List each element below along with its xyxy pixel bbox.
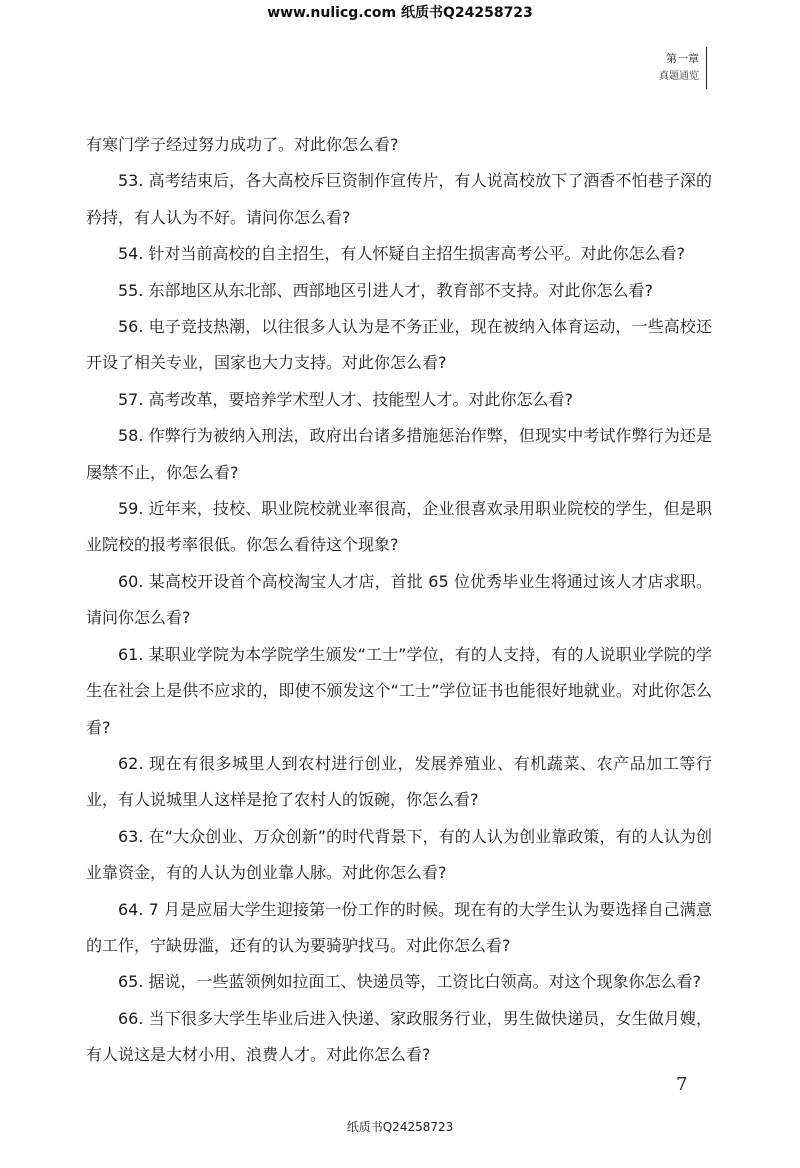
question-60: 60. 某高校开设首个高校淘宝人才店，首批 65 位优秀毕业生将通过该人才店求职。请问你怎么看? — [86, 571, 712, 628]
question-56: 56. 电子竞技热潮，以往很多人认为是不务正业，现在被纳入体育运动，一些高校还开设了相关专业，国家也大力支持。对此你怎么看? — [86, 317, 712, 373]
question-65: 65. 据说，一些蓝领例如拉面工、快递员等，工资比白领高。对这个现象你怎么看? — [118, 972, 702, 992]
question-54: 54. 针对当前高校的自主招生，有人怀疑自主招生损害高考公平。对此你怎么看? — [118, 244, 686, 264]
page-number: 7 — [676, 1074, 688, 1095]
question-62: 62. 现在有很多城里人到农村进行创业，发展养殖业、有机蔬菜、农产品加工等行业，有人说城里人这样是抢了农村人的饭碗，你怎么看? — [86, 753, 712, 810]
question-63: 63. 在“大众创业、万众创新”的时代背景下，有的人认为创业靠政策，有的人认为创业靠资金，有的人认为创业靠人脉。对此你怎么看? — [86, 826, 712, 883]
chapter-title: 第一章 — [666, 52, 699, 65]
question-58: 58. 作弊行为被纳入刑法，政府出台诸多措施惩治作弊，但现实中考试作弊行为还是屡禁不止，你怎么看? — [86, 426, 712, 482]
question-66: 66. 当下很多大学生毕业后进入快递、家政服务行业，男生做快递员，女生做月嫂，有人说这是大材小用、浪费人才。对此你怎么看? — [86, 1008, 712, 1065]
question-57: 57. 高考改革，要培养学术型人才、技能型人才。对此你怎么看? — [118, 389, 574, 409]
question-continued: 有寒门学子经过努力成功了。对此你怎么看? — [86, 135, 399, 154]
question-53: 53. 高考结束后，各大高校斥巨资制作宣传片，有人说高校放下了酒香不怕巷子深的矜持，有人认为不好。请问你怎么看? — [86, 171, 712, 227]
question-64: 64. 7 月是应届大学生迎接第一份工作的时候。现在有的大学生认为要选择自己满意的工作，宁缺毋滥，还有的认为要骑驴找马。对此你怎么看? — [86, 899, 712, 955]
bottom-watermark: 纸质书Q24258723 — [346, 1120, 454, 1134]
question-61: 61. 某职业学院为本学院学生颁发“工士”学位，有的人支持，有的人说职业学院的学生在社会上是供不应求的，即使不颁发这个“工士”学位证书也能很好地就业。对此你怎么看? — [86, 644, 712, 737]
chapter-subtitle: 真题通览 — [659, 71, 699, 82]
question-55: 55. 东部地区从东北部、西部地区引进人才，教育部不支持。对此你怎么看? — [118, 280, 654, 300]
top-watermark: www.nulicg.com 纸质书Q24258723 — [267, 5, 533, 21]
running-header — [659, 50, 699, 86]
question-59: 59. 近年来，技校、职业院校就业率很高，企业很喜欢录用职业院校的学生，但是职业院校的报考率很低。你怎么看待这个现象? — [86, 499, 712, 555]
header-divider — [706, 47, 707, 89]
question-list — [86, 127, 712, 1074]
